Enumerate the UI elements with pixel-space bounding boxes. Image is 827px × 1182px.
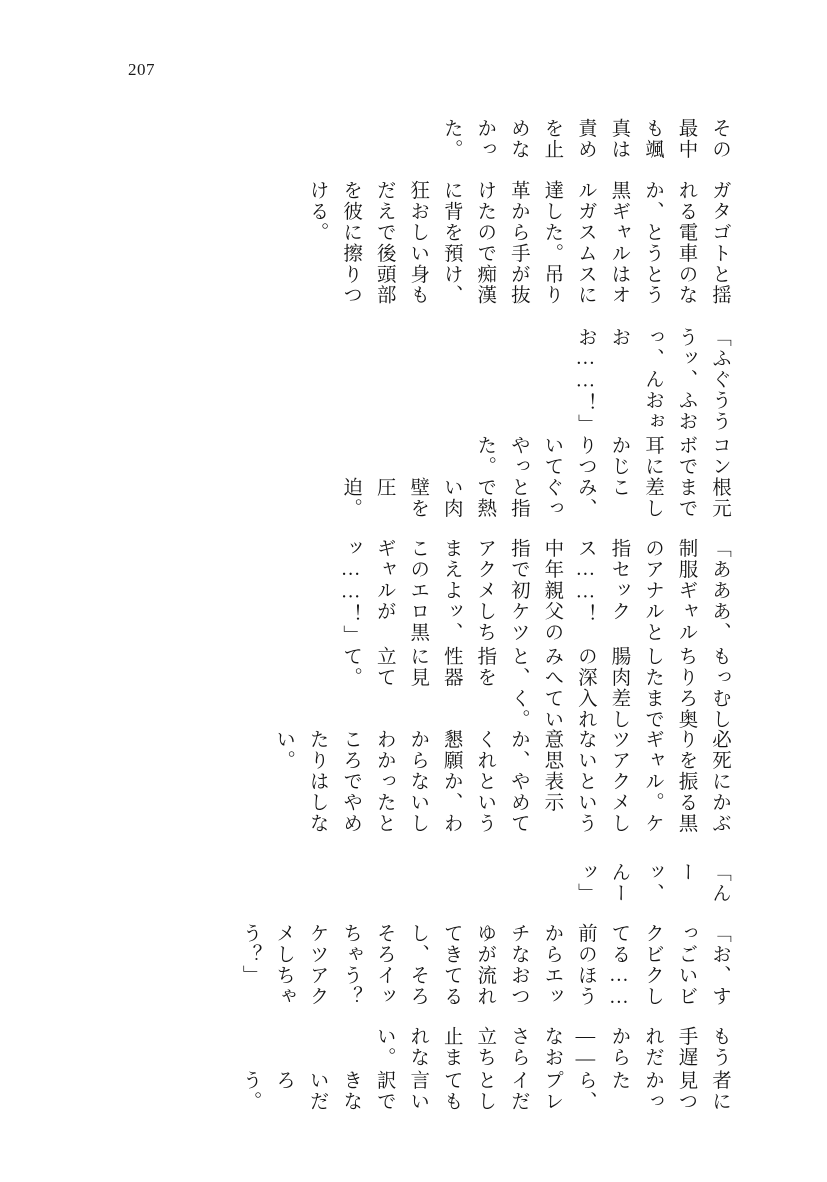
- paragraph: むしろ奥まで差し入れていく。: [507, 687, 730, 730]
- paragraph: もっちりした腸肉の深みへと、指を性器に見立てて。: [340, 645, 730, 688]
- paragraph: その最中も颯真は責めを止めなかった。: [440, 118, 730, 160]
- page-number: 207: [128, 60, 155, 79]
- paragraph: ガタゴトと揺れる電車のなか、とうとう黒ギャルはオルガスムスに達した。吊り革から手が抜けたので痴漢に背を預け、狂おしい身もだえで後頭部を彼に擦りつける。: [306, 179, 730, 306]
- paragraph: 「あああ、制服ギャルのアナルと指セックス……！ 中年親父の指で初ケツアクメしちまえよッ、このエロ黒ギャルがッ……！」: [340, 538, 730, 646]
- paragraph: 必死にかぶりを振る黒ギャル。ケツアクメしないという意思表示か、やめてくれという懇願か、わからないしわかったところでやめたりはしない。: [273, 729, 730, 834]
- paragraph: 「お、すっごいビクビクしてる……前のほうからエッチなおつゆが流れてきてるし、そろそろイッちゃう？ ケツアクメしちゃう？」: [239, 923, 730, 1028]
- body-text: [96, 118, 736, 1118]
- paragraph: コンボで耳にかじりついてやった。: [474, 434, 730, 477]
- paragraph: もう手遅れだから——なおさら立ち止まれない。: [373, 1025, 730, 1071]
- paragraph: 根元まで差しこみ、ぐっと指で熱い肉壁を圧迫。: [340, 476, 730, 519]
- paragraph: 「ふぐうううッ、ふおっ、んおぉおお……！」: [574, 327, 730, 435]
- paragraph: 「んーッ、んーッ」: [574, 861, 730, 904]
- paragraph: 者に見つかったら、プレイだとしても言い訳できないだろう。: [239, 1070, 730, 1113]
